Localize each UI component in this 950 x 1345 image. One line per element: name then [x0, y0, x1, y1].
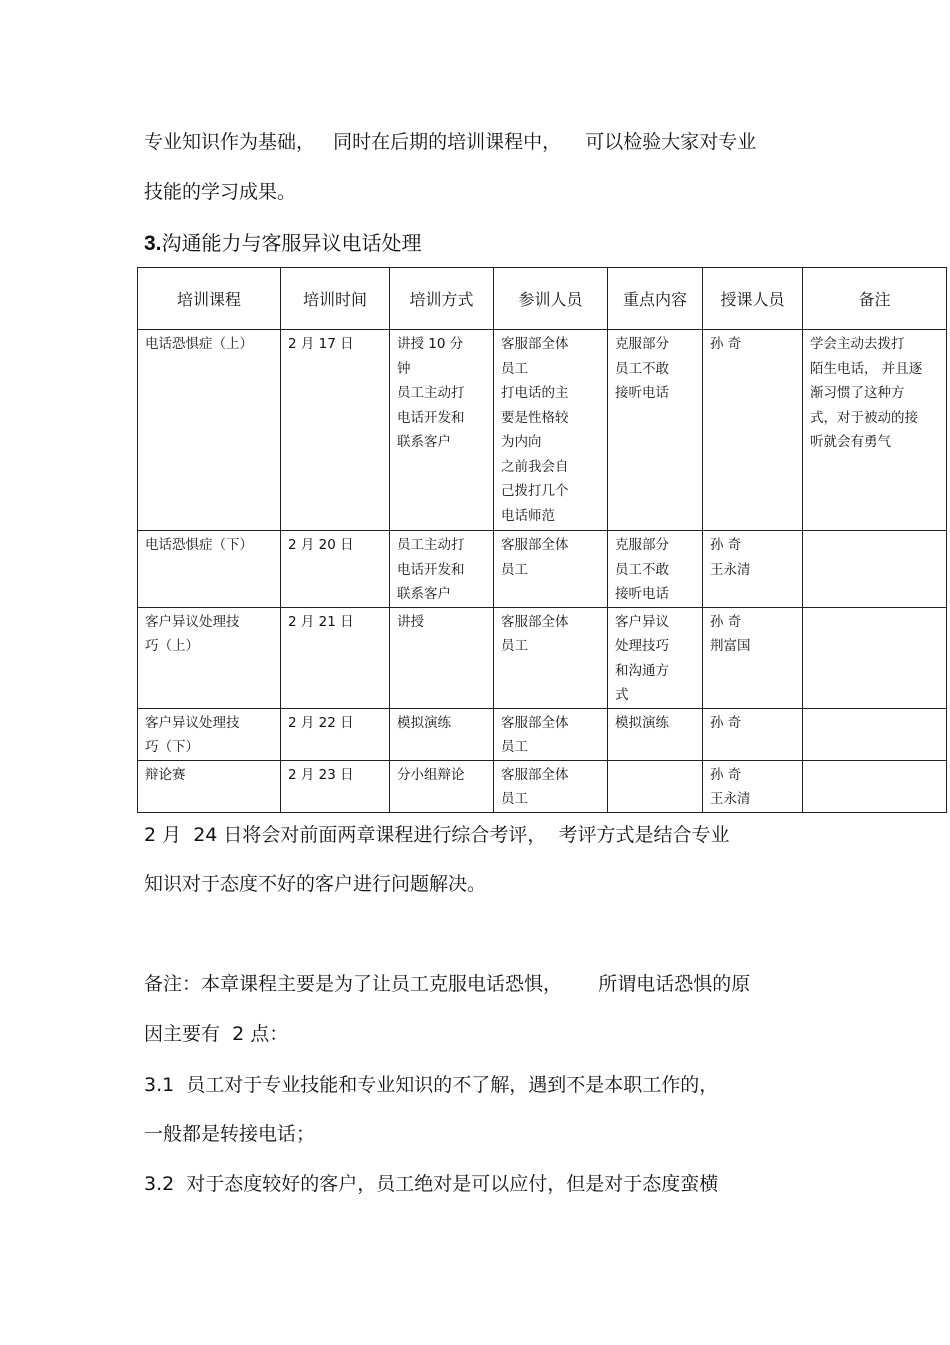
- cell-participants: 客服部全体 员工: [494, 607, 608, 708]
- point-3-1-line-1: 3.1 员工对于专业技能和专业知识的不了解，遇到不是本职工作的，: [144, 1074, 719, 1096]
- exam-line-2: 知识对于态度不好的客户进行问题解决。: [144, 873, 487, 895]
- cell-method: 员工主动打 电话开发和 联系客户: [390, 531, 494, 608]
- cell-note: [803, 531, 947, 608]
- cell-teacher: 孙 奇 王永清: [703, 760, 803, 812]
- intro-line-2: 技能的学习成果。: [144, 181, 297, 203]
- cell-course: 电话恐惧症（下）: [138, 531, 281, 608]
- cell-content: 克服部分 员工不敢 接听电话: [608, 330, 703, 531]
- remark-line-2: 因主要有 2 点：: [144, 1023, 289, 1045]
- header-content: 重点内容: [608, 268, 703, 330]
- header-course: 培训课程: [138, 268, 281, 330]
- cell-content: 克服部分 员工不敢 接听电话: [608, 531, 703, 608]
- intro-line-1: 专业知识作为基础， 同时在后期的培训课程中， 可以检验大家对专业: [144, 131, 757, 153]
- header-method: 培训方式: [390, 268, 494, 330]
- cell-course: 辩论赛: [138, 760, 281, 812]
- cell-content: 客户异议 处理技巧 和沟通方 式: [608, 607, 703, 708]
- cell-time: 2 月 17 日: [281, 330, 390, 531]
- section-title: 沟通能力与客服异议电话处理: [161, 231, 422, 255]
- cell-teacher: 孙 奇: [703, 708, 803, 760]
- point-3-1-line-2: 一般都是转接电话；: [144, 1123, 316, 1145]
- header-teacher: 授课人员: [703, 268, 803, 330]
- cell-note: 学会主动去拨打 陌生电话， 并且逐 渐习惯了这种方 式，对于被动的接 听就会有勇气: [803, 330, 947, 531]
- cell-time: 2 月 21 日: [281, 607, 390, 708]
- training-schedule-table: [137, 267, 947, 813]
- cell-participants: 客服部全体 员工: [494, 760, 608, 812]
- cell-participants: 客服部全体 员工 打电话的主 要是性格较 为内向 之前我会自 己拨打几个 电话师范: [494, 330, 608, 531]
- cell-method: 讲授 10 分 钟 员工主动打 电话开发和 联系客户: [390, 330, 494, 531]
- table-row: [138, 607, 947, 708]
- header-participants: 参训人员: [494, 268, 608, 330]
- section-heading: [144, 230, 422, 257]
- point-3-2-line-1: 3.2 对于态度较好的客户，员工绝对是可以应付，但是对于态度蛮横: [144, 1173, 719, 1195]
- cell-note: [803, 607, 947, 708]
- cell-teacher: 孙 奇 王永清: [703, 531, 803, 608]
- table-header-row: [138, 268, 947, 330]
- cell-note: [803, 760, 947, 812]
- cell-method: 分小组辩论: [390, 760, 494, 812]
- table-row: [138, 708, 947, 760]
- cell-course: 电话恐惧症（上）: [138, 330, 281, 531]
- cell-course: 客户异议处理技 巧（上）: [138, 607, 281, 708]
- cell-teacher: 孙 奇: [703, 330, 803, 531]
- exam-line-1: 2 月 24 日将会对前面两章课程进行综合考评， 考评方式是结合专业: [144, 824, 730, 846]
- cell-participants: 客服部全体 员工: [494, 708, 608, 760]
- section-number: 3.: [144, 232, 162, 255]
- cell-method: 讲授: [390, 607, 494, 708]
- header-note: 备注: [803, 268, 947, 330]
- cell-method: 模拟演练: [390, 708, 494, 760]
- remark-line-1: 备注：本章课程主要是为了让员工克服电话恐惧， 所谓电话恐惧的原: [144, 973, 751, 995]
- cell-course: 客户异议处理技 巧（下）: [138, 708, 281, 760]
- table-row: [138, 531, 947, 608]
- cell-teacher: 孙 奇 荆富国: [703, 607, 803, 708]
- cell-content: 模拟演练: [608, 708, 703, 760]
- cell-participants: 客服部全体 员工: [494, 531, 608, 608]
- cell-content: [608, 760, 703, 812]
- cell-time: 2 月 20 日: [281, 531, 390, 608]
- cell-note: [803, 708, 947, 760]
- table-row: [138, 330, 947, 531]
- table-row: [138, 760, 947, 812]
- cell-time: 2 月 23 日: [281, 760, 390, 812]
- header-time: 培训时间: [281, 268, 390, 330]
- cell-time: 2 月 22 日: [281, 708, 390, 760]
